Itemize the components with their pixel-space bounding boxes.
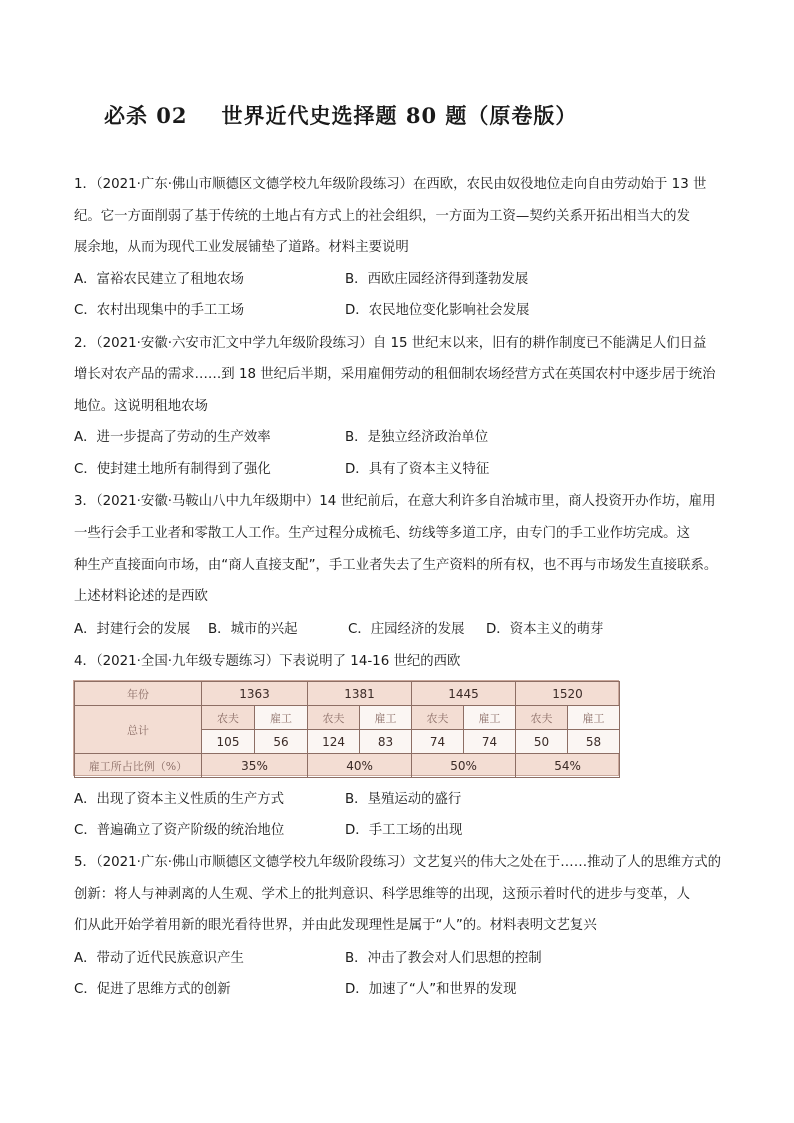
farmer-value: 50	[516, 730, 568, 754]
year-cell: 1381	[308, 682, 412, 706]
hired-value: 83	[360, 730, 412, 754]
hired-header: 雇工	[464, 706, 516, 730]
title-part1: 必杀 02	[104, 103, 188, 128]
ratio-value: 50%	[412, 754, 516, 778]
q2-option-a: A．进一步提高了劳动的生产效率	[74, 430, 271, 445]
q4-option-c: C．普遍确立了资产阶级的统治地位	[74, 823, 285, 838]
q4-line-1: 4．（2021·全国·九年级专题练习）下表说明了 14-16 世纪的西欧	[74, 654, 461, 669]
hired-header: 雇工	[255, 706, 308, 730]
q3-line-2: 一些行会手工业者和零散工人工作。生产过程分成梳毛、纺线等多道工序，由专门的手工业作坊完成。这	[74, 526, 690, 541]
q1-option-a: A．富裕农民建立了租地农场	[74, 272, 244, 287]
q5-option-b: B．冲击了教会对人们思想的控制	[345, 951, 542, 966]
q4-option-a: A．出现了资本主义性质的生产方式	[74, 792, 285, 807]
q1-line-2: 纪。它一方面削弱了基于传统的土地占有方式上的社会组织，一方面为工资—契约关系开拓出相当大的发	[74, 209, 690, 224]
total-header: 总计	[75, 706, 202, 754]
hired-header: 雇工	[568, 706, 620, 730]
data-table	[74, 681, 620, 778]
q3-option-b: B．城市的兴起	[208, 622, 298, 637]
ratio-value: 35%	[202, 754, 308, 778]
q2-option-c: C．使封建土地所有制得到了强化	[74, 462, 271, 477]
ratio-header: 雇工所占比例（%）	[75, 754, 202, 778]
q2-line-1: 2．（2021·安徽·六安市汇文中学九年级阶段练习）自 15 世纪末以来，旧有的耕作制度已不能满足人们日益	[74, 336, 707, 351]
q1-line-3: 展余地，从而为现代工业发展铺垫了道路。材料主要说明	[74, 240, 409, 255]
year-cell: 1445	[412, 682, 516, 706]
data-table-image	[73, 680, 619, 776]
farmer-value: 124	[308, 730, 360, 754]
farmer-header: 农夫	[202, 706, 255, 730]
farmer-value: 74	[412, 730, 464, 754]
q5-line-1: 5．（2021·广东·佛山市顺德区文德学校九年级阶段练习）文艺复兴的伟大之处在于……推动了人的思维方式的	[74, 855, 721, 870]
q4-option-b: B．垦殖运动的盛行	[345, 792, 462, 807]
q1-option-c: C．农村出现集中的手工工场	[74, 303, 245, 318]
q3-line-3: 种生产直接面向市场，由“商人直接支配”，手工业者失去了生产资料的所有权，也不再与市场发生直接联系。	[74, 558, 718, 573]
page-title	[104, 100, 577, 130]
hired-value: 58	[568, 730, 620, 754]
table-row-ratio	[75, 754, 620, 778]
farmer-value: 105	[202, 730, 255, 754]
q5-option-a: A．带动了近代民族意识产生	[74, 951, 244, 966]
title-part2: 世界近代史选择题 80 题（原卷版）	[221, 103, 578, 128]
q5-option-c: C．促进了思维方式的创新	[74, 982, 231, 997]
q2-option-d: D．具有了资本主义特征	[345, 462, 490, 477]
q5-line-2: 创新：将人与神剥离的人生观、学术上的批判意识、科学思维等的出现，这预示着时代的进步与变革，人	[74, 887, 690, 902]
q1-option-b: B．西欧庄园经济得到蓬勃发展	[345, 272, 529, 287]
hired-header: 雇工	[360, 706, 412, 730]
q5-line-3: 们从此开始学着用新的眼光看待世界，并由此发现理性是属于“人”的。材料表明文艺复兴	[74, 918, 597, 933]
year-header: 年份	[75, 682, 202, 706]
farmer-header: 农夫	[516, 706, 568, 730]
q3-line-4: 上述材料论述的是西欧	[74, 589, 208, 604]
ratio-value: 40%	[308, 754, 412, 778]
q3-line-1: 3．（2021·安徽·马鞍山八中九年级期中）14 世纪前后，在意大利许多自治城市里，商人投资开办作坊，雇用	[74, 494, 716, 509]
hired-value: 56	[255, 730, 308, 754]
year-cell: 1520	[516, 682, 620, 706]
q2-line-3: 地位。这说明租地农场	[74, 399, 208, 414]
q3-option-a: A．封建行会的发展	[74, 622, 191, 637]
q2-option-b: B．是独立经济政治单位	[345, 430, 489, 445]
q3-option-c: C．庄园经济的发展	[348, 622, 465, 637]
table-row-years	[75, 682, 620, 706]
q2-line-2: 增长对农产品的需求……到 18 世纪后半期，采用雇佣劳动的租佃制农场经营方式在英国农村中逐步居于统治	[74, 367, 716, 382]
ratio-value: 54%	[516, 754, 620, 778]
q4-option-d: D．手工工场的出现	[345, 823, 463, 838]
farmer-header: 农夫	[308, 706, 360, 730]
farmer-header: 农夫	[412, 706, 464, 730]
q1-option-d: D．农民地位变化影响社会发展	[345, 303, 530, 318]
year-cell: 1363	[202, 682, 308, 706]
q3-option-d: D．资本主义的萌芽	[486, 622, 604, 637]
q1-line-1: 1．（2021·广东·佛山市顺德区文德学校九年级阶段练习）在西欧，农民由奴役地位走向自由劳动始于 13 世	[74, 177, 707, 192]
hired-value: 74	[464, 730, 516, 754]
table-row-subheaders	[75, 706, 620, 730]
q5-option-d: D．加速了“人”和世界的发现	[345, 982, 517, 997]
